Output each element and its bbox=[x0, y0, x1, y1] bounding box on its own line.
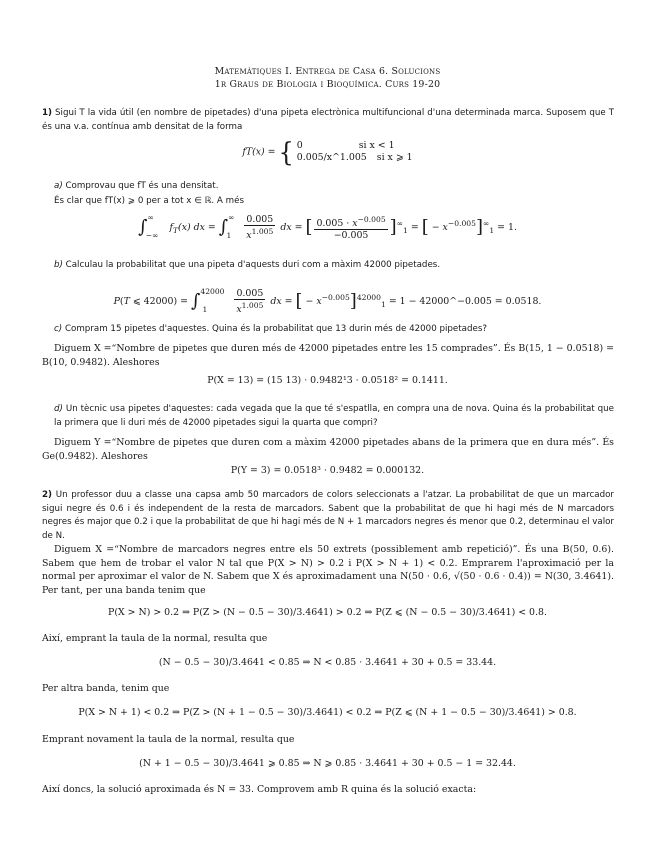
density-lhs: fT(x) = bbox=[242, 146, 276, 158]
part-a-question bbox=[54, 180, 614, 194]
problem-2-answer: Diguem X =“Nombre de marcadors negres entre els 50 extrets (possiblement amb repetició)”. És una B(50, 0.6). Sabem que hem de trobar el valor N tal que P(X > N) > 0.2 i P(X > N + 1) < 0.2. Emprarem l'aproximació per la normal per aproximar el valor de N. Sabem que X és aproximadament una N(50 · 0.6, √(50 · 0.6 · 0.4)) = N(30, 3.4641). Per tant, per una banda tenim que bbox=[42, 544, 614, 596]
part-b-equation: P(T ⩽ 42000) = ∫$^{42000}_1$ $\frac{0.005}{x^{1.005}}$ dx = [ − $x^{-0.005}]^{42000}_1 = 1$ − 42000^−0.005 = 0.0518. bbox=[113, 287, 542, 316]
problem-2-eq3: P(X > N + 1) < 0.2 ⇒ P(Z > (N + 1 − 0.5 − 30)/3.4641) < 0.2 ⇒ P(Z ⩽ (N + 1 − 0.5 − 30)/3.4641) > 0.8. bbox=[78, 707, 577, 718]
problem-2-number: 2) bbox=[42, 490, 53, 500]
fraction: $\frac{0.005}{x^{1.005}}$ bbox=[236, 288, 264, 316]
part-d-result: P(Y = 3) = 0.0518³ · 0.9482 = 0.000132. bbox=[230, 465, 425, 476]
part-c-answer: Diguem X =“Nombre de pipetes que duren més de 42000 pipetades entre les 15 comprades”. És B(15, 1 − 0.0518) = B(10, 0.9482). Aleshores bbox=[42, 343, 614, 368]
fraction: $\frac{0.005 \cdot x^{-0.005}}{-0.005}$ bbox=[316, 215, 386, 242]
density-case1-value: 0 bbox=[296, 140, 303, 151]
problem-1-number: 1) bbox=[42, 108, 53, 118]
density-cases bbox=[297, 140, 413, 164]
part-c-result: P(X = 13) = (15 13) · 0.9482¹3 · 0.0518² = 0.1411. bbox=[207, 375, 448, 386]
problem-2-statement bbox=[42, 489, 614, 543]
part-c-label: c) bbox=[54, 324, 63, 334]
part-b-result: = 1 − 42000^−0.005 = 0.0518. bbox=[388, 296, 542, 308]
problem-1-text: Sigui T la vida útil (en nombre de pipetades) d'una pipeta electrònica multifuncional d'una determinada marca. Suposem que T és una v.a. contínua amb densitat de la forma bbox=[42, 108, 615, 132]
problem-2-conclusion: Així doncs, la solució aproximada és N = 33. Comprovem amb R quina és la solució exacta: bbox=[42, 784, 477, 795]
part-a-answer: És clar que fT(x) ⩾ 0 per a tot x ∈ ℝ. A més bbox=[54, 196, 244, 206]
density-case2-cond: si x ⩾ 1 bbox=[376, 152, 413, 163]
problem-2-eq1: P(X > N) > 0.2 ⇒ P(Z > (N − 0.5 − 30)/3.4641) > 0.2 ⇒ P(Z ⩽ (N − 0.5 − 30)/3.4641) < 0.8. bbox=[108, 607, 547, 618]
part-d-label: d) bbox=[54, 404, 63, 414]
part-b-question bbox=[54, 259, 614, 273]
brace-symbol: { bbox=[278, 136, 294, 168]
part-b-label: b) bbox=[54, 260, 63, 270]
density-case2-value: 0.005/x^1.005 bbox=[296, 152, 367, 163]
problem-2-eq2: (N − 0.5 − 30)/3.4641 < 0.85 ⇒ N < 0.85 · 3.4641 + 30 + 0.5 = 33.44. bbox=[158, 657, 497, 668]
integral-symbol: ∫ bbox=[218, 216, 229, 238]
part-a-integral: $\int^\infty_{-\infty}$ $f_T(x)$ dx = $\int^\infty_1$ $\frac{0.005}{x^{1.005}}$ dx = [ $\frac{0.005 \cdot x^{-0.005}}{-0.005}$ ]$^\infty_1$ = [ − $x^{-0.005}]^\infty_1 = 1$. bbox=[138, 213, 517, 242]
problem-2-eq4: (N + 1 − 0.5 − 30)/3.4641 ⩾ 0.85 ⇒ N ⩾ 0.85 · 3.4641 + 30 + 0.5 − 1 = 32.44. bbox=[139, 758, 516, 769]
problem-2-text-again: Emprant novament la taula de la normal, resulta que bbox=[42, 734, 295, 745]
part-d-text: Un tècnic usa pipetes d'aquestes: cada vegada que la que té s'espatlla, en compra una de nova. Quina és la probabilitat que la primera que li duri més de 42000 pipetades sigui la quarta que compri? bbox=[54, 404, 614, 428]
part-d-answer: Diguem Y =“Nombre de pipetes que duren com a màxim 42000 pipetades abans de la primera que en dura més”. És Ge(0.9482). Aleshores bbox=[42, 437, 614, 462]
problem-2-text: Un professor duu a classe una capsa amb 50 marcadors de colors seleccionats a l'atzar. La probabilitat de que un marcador sigui negre és 0.6 i és independent de la resta de marcadors. Sabent que la probabilitat de que hi hagi més de N marcadors negres és major que 0.2 i que la probabilitat de que hi hagi més de N + 1 marcadors negres és menor que 0.2, determinau el valor de N. bbox=[42, 490, 615, 541]
problem-2-text-table: Així, emprant la taula de la normal, resulta que bbox=[42, 633, 268, 644]
part-c-question bbox=[54, 323, 614, 337]
density-definition bbox=[0, 136, 655, 168]
part-a-text: Comprovau que fT és una densitat. bbox=[65, 181, 219, 191]
part-d-question bbox=[54, 403, 614, 430]
part-a-label: a) bbox=[54, 181, 63, 191]
fraction: $\frac{0.005}{x^{1.005}}$ bbox=[246, 214, 274, 242]
header-subtitle: 1r Graus de Biologia i Bioquímica. Curs 19-20 bbox=[214, 79, 441, 90]
problem-2-text-other: Per altra banda, tenim que bbox=[42, 683, 170, 694]
density-case1-cond: si x < 1 bbox=[358, 140, 395, 151]
problem-1-statement bbox=[42, 107, 614, 134]
header-title: Matemàtiques I. Entrega de Casa 6. Solucions bbox=[214, 66, 441, 77]
part-c-text: Compram 15 pipetes d'aquestes. Quina és la probabilitat que 13 durin més de 42000 pipetades? bbox=[64, 324, 488, 334]
part-b-text: Calculau la probabilitat que una pipeta d'aquests duri com a màxim 42000 pipetades. bbox=[65, 260, 441, 270]
integral-symbol: ∫ bbox=[138, 216, 148, 238]
part-a-result: = 1. bbox=[497, 222, 517, 234]
integral-symbol: ∫ bbox=[190, 290, 201, 312]
